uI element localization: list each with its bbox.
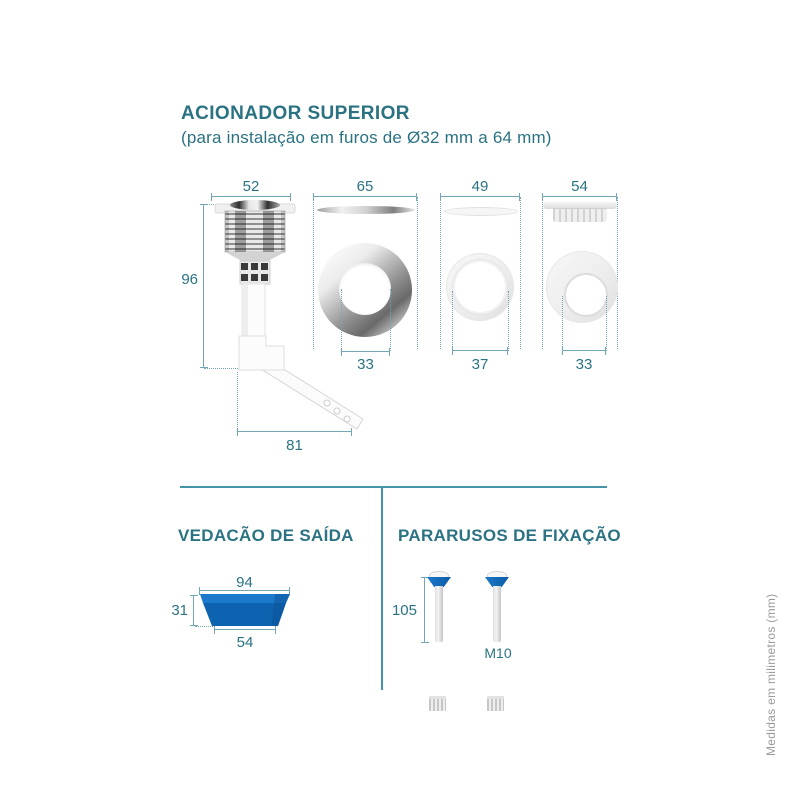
dim-leader <box>508 291 509 351</box>
dim-line-screw-length <box>424 577 425 643</box>
white-ring-side-view <box>444 207 518 216</box>
dim-chrome-ring-outer: 65 <box>356 178 374 195</box>
thread-shadow <box>235 211 246 252</box>
cap-ring-hole <box>564 273 608 317</box>
cap-side-skirt <box>553 208 607 222</box>
cap-ring-front-view <box>546 251 618 323</box>
fixing-nut <box>487 696 504 711</box>
page-subtitle: (para instalação em furos de Ø32 mm a 64 mm) <box>181 128 552 147</box>
dim-ext-line <box>313 197 314 349</box>
chrome-ring-front-view <box>318 243 412 337</box>
dim-actuator-top-width: 52 <box>242 178 260 195</box>
actuator-thread <box>225 211 285 252</box>
thread-edge <box>225 211 229 252</box>
fixing-screw <box>485 571 509 646</box>
dim-line-actuator-top <box>211 196 291 197</box>
actuator-taper <box>225 252 285 261</box>
units-note: Medidas em milimetros (mm) <box>764 593 778 756</box>
screw-shaft <box>493 586 501 642</box>
section-divider-vertical <box>381 488 383 690</box>
dim-line-chrome-ring-outer <box>313 196 417 197</box>
dim-white-ring-inner: 37 <box>471 356 489 373</box>
stem-shade <box>243 284 248 337</box>
dim-actuator-base-width: 81 <box>286 437 303 454</box>
dim-ext-line <box>520 197 521 349</box>
actuator-button <box>230 200 280 210</box>
dim-ext-line <box>417 197 418 349</box>
dim-line-cap-ring-outer <box>542 196 617 197</box>
dim-actuator-height: 96 <box>181 271 198 288</box>
dim-line-cap-ring-inner <box>562 350 606 351</box>
dim-leader <box>562 296 563 351</box>
dim-seal-bottom-width: 54 <box>236 634 254 651</box>
fixing-nut <box>429 696 446 711</box>
seal-drawing <box>195 593 295 629</box>
knurl-block <box>261 274 268 281</box>
white-ring-hole <box>453 260 507 314</box>
dim-line-seal-top <box>199 590 290 591</box>
dim-white-ring-outer: 49 <box>471 178 489 195</box>
knurl-block <box>251 274 258 281</box>
seal-section-title: VEDACÃO DE SAÍDA <box>178 526 354 545</box>
fixing-screw <box>427 571 451 646</box>
arm-hole <box>324 400 330 406</box>
dim-leader-base <box>237 372 238 431</box>
dim-line-seal-bottom <box>214 629 276 630</box>
section-divider-horizontal <box>180 486 607 488</box>
dim-seal-height: 31 <box>171 602 188 619</box>
dim-line-white-ring-inner <box>452 350 508 351</box>
dim-chrome-ring-inner: 33 <box>357 356 374 373</box>
white-ring-front-view <box>446 253 514 321</box>
dim-cap-ring-outer: 54 <box>571 178 588 195</box>
dim-screw-length: 105 <box>391 602 417 619</box>
dim-cap-ring-inner: 33 <box>575 356 593 373</box>
knurl-block <box>261 263 268 270</box>
arm-hole <box>334 408 340 414</box>
dim-ext-line <box>617 197 618 349</box>
dim-ext-line <box>440 197 441 349</box>
dim-line-chrome-ring-inner <box>341 351 390 352</box>
arm-hole <box>344 416 350 422</box>
dim-ext-line <box>542 197 543 349</box>
knurl-block <box>251 263 258 270</box>
dim-line-seal-height <box>193 595 194 626</box>
chrome-ring-side-view <box>317 206 415 214</box>
screw-shaft <box>435 586 443 642</box>
thread-shadow <box>263 211 274 252</box>
dim-seal-top-width: 94 <box>236 574 253 591</box>
page-title: ACIONADOR SUPERIOR <box>181 103 410 124</box>
dim-line-actuator-base <box>237 431 352 432</box>
dim-leader <box>390 289 391 351</box>
actuator-body <box>239 336 284 370</box>
knurl-block <box>241 274 248 281</box>
dim-leader <box>606 296 607 351</box>
thread-edge <box>281 211 285 252</box>
dim-leader <box>452 291 453 351</box>
dim-line-white-ring-outer <box>440 196 520 197</box>
screw-thread-label: M10 <box>484 645 512 661</box>
screws-section-title: PARARUSOS DE FIXAÇÃO <box>398 526 621 545</box>
knurl-block <box>241 263 248 270</box>
chrome-ring-hole <box>339 263 391 315</box>
dim-leader <box>341 289 342 351</box>
